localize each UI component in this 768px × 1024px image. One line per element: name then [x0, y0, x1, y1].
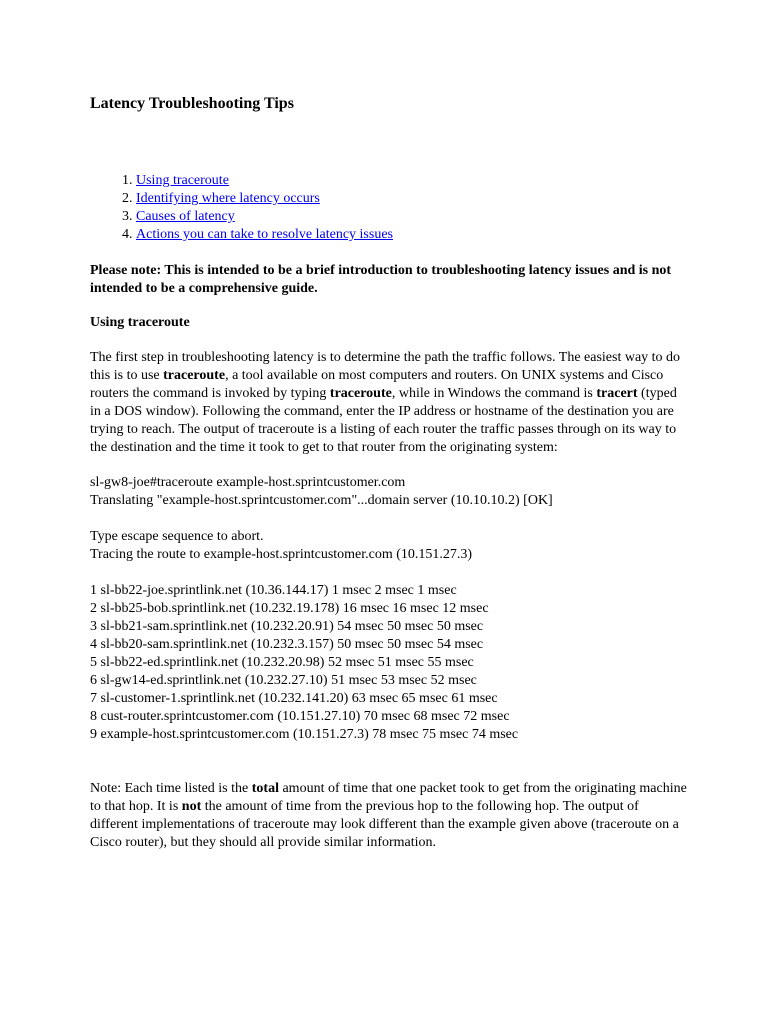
- command-prompt-line: sl-gw8-joe#traceroute example-host.sprintcustomer.com: [90, 475, 406, 490]
- document-page: [90, 94, 690, 852]
- section-heading-using-traceroute: Using traceroute: [90, 315, 190, 330]
- hop-line: 6 sl-gw14-ed.sprintlink.net (10.232.27.10) 51 msec 53 msec 52 msec: [90, 673, 477, 688]
- hop-line: 7 sl-customer-1.sprintlink.net (10.232.141.20) 63 msec 65 msec 61 msec: [90, 691, 498, 706]
- hop-line: 8 cust-router.sprintcustomer.com (10.151.27.10) 70 msec 68 msec 72 msec: [90, 709, 510, 724]
- toc-link-identifying-latency[interactable]: Identifying where latency occurs: [136, 191, 320, 206]
- toc-link-using-traceroute[interactable]: Using traceroute: [136, 173, 229, 188]
- traceroute-output: [90, 474, 690, 744]
- toc-item: [136, 208, 690, 226]
- hop-line: 1 sl-bb22-joe.sprintlink.net (10.36.144.17) 1 msec 2 msec 1 msec: [90, 583, 457, 598]
- table-of-contents: [90, 172, 690, 244]
- toc-link-causes-of-latency[interactable]: Causes of latency: [136, 209, 235, 224]
- hop-line: 4 sl-bb20-sam.sprintlink.net (10.232.3.157) 50 msec 50 msec 54 msec: [90, 637, 484, 652]
- final-note-paragraph: Note: Each time listed is the total amount of time that one packet took to get from the originating machine to that hop. It is not the amount of time from the previous hop to the following hop. The output of different implementations of traceroute may look different than the example given above (traceroute on a Cisco router), but they should all provide similar information.: [90, 781, 687, 850]
- escape-line: Type escape sequence to abort.: [90, 529, 264, 544]
- intro-paragraph: The first step in troubleshooting latency is to determine the path the traffic follows. The easiest way to do this is to use traceroute, a tool available on most computers and routers. On UNIX systems and Cisco routers the command is invoked by typing traceroute, while in Windows the command is tracert (typed in a DOS window). Following the command, enter the IP address or hostname of the destination you are trying to reach. The output of traceroute is a listing of each router the traffic passes through on its way to the destination and the time it took to get to that router from the originating system:: [90, 350, 681, 455]
- hop-line: 5 sl-bb22-ed.sprintlink.net (10.232.20.98) 52 msec 51 msec 55 msec: [90, 655, 474, 670]
- translating-line: Translating "example-host.sprintcustomer.com"...domain server (10.10.10.2) [OK]: [90, 493, 553, 508]
- page-title: Latency Troubleshooting Tips: [90, 95, 294, 112]
- toc-link-resolve-latency[interactable]: Actions you can take to resolve latency issues: [136, 227, 393, 242]
- hop-line: 2 sl-bb25-bob.sprintlink.net (10.232.19.178) 16 msec 16 msec 12 msec: [90, 601, 489, 616]
- please-note: Please note: This is intended to be a brief introduction to troubleshooting latency issues and is not intended to be a comprehensive guide.: [90, 263, 672, 296]
- hop-line: 9 example-host.sprintcustomer.com (10.151.27.3) 78 msec 75 msec 74 msec: [90, 727, 519, 742]
- tracing-line: Tracing the route to example-host.sprintcustomer.com (10.151.27.3): [90, 547, 473, 562]
- hop-line: 3 sl-bb21-sam.sprintlink.net (10.232.20.91) 54 msec 50 msec 50 msec: [90, 619, 484, 634]
- toc-item: [136, 226, 690, 244]
- toc-item: [136, 190, 690, 208]
- toc-item: [136, 172, 690, 190]
